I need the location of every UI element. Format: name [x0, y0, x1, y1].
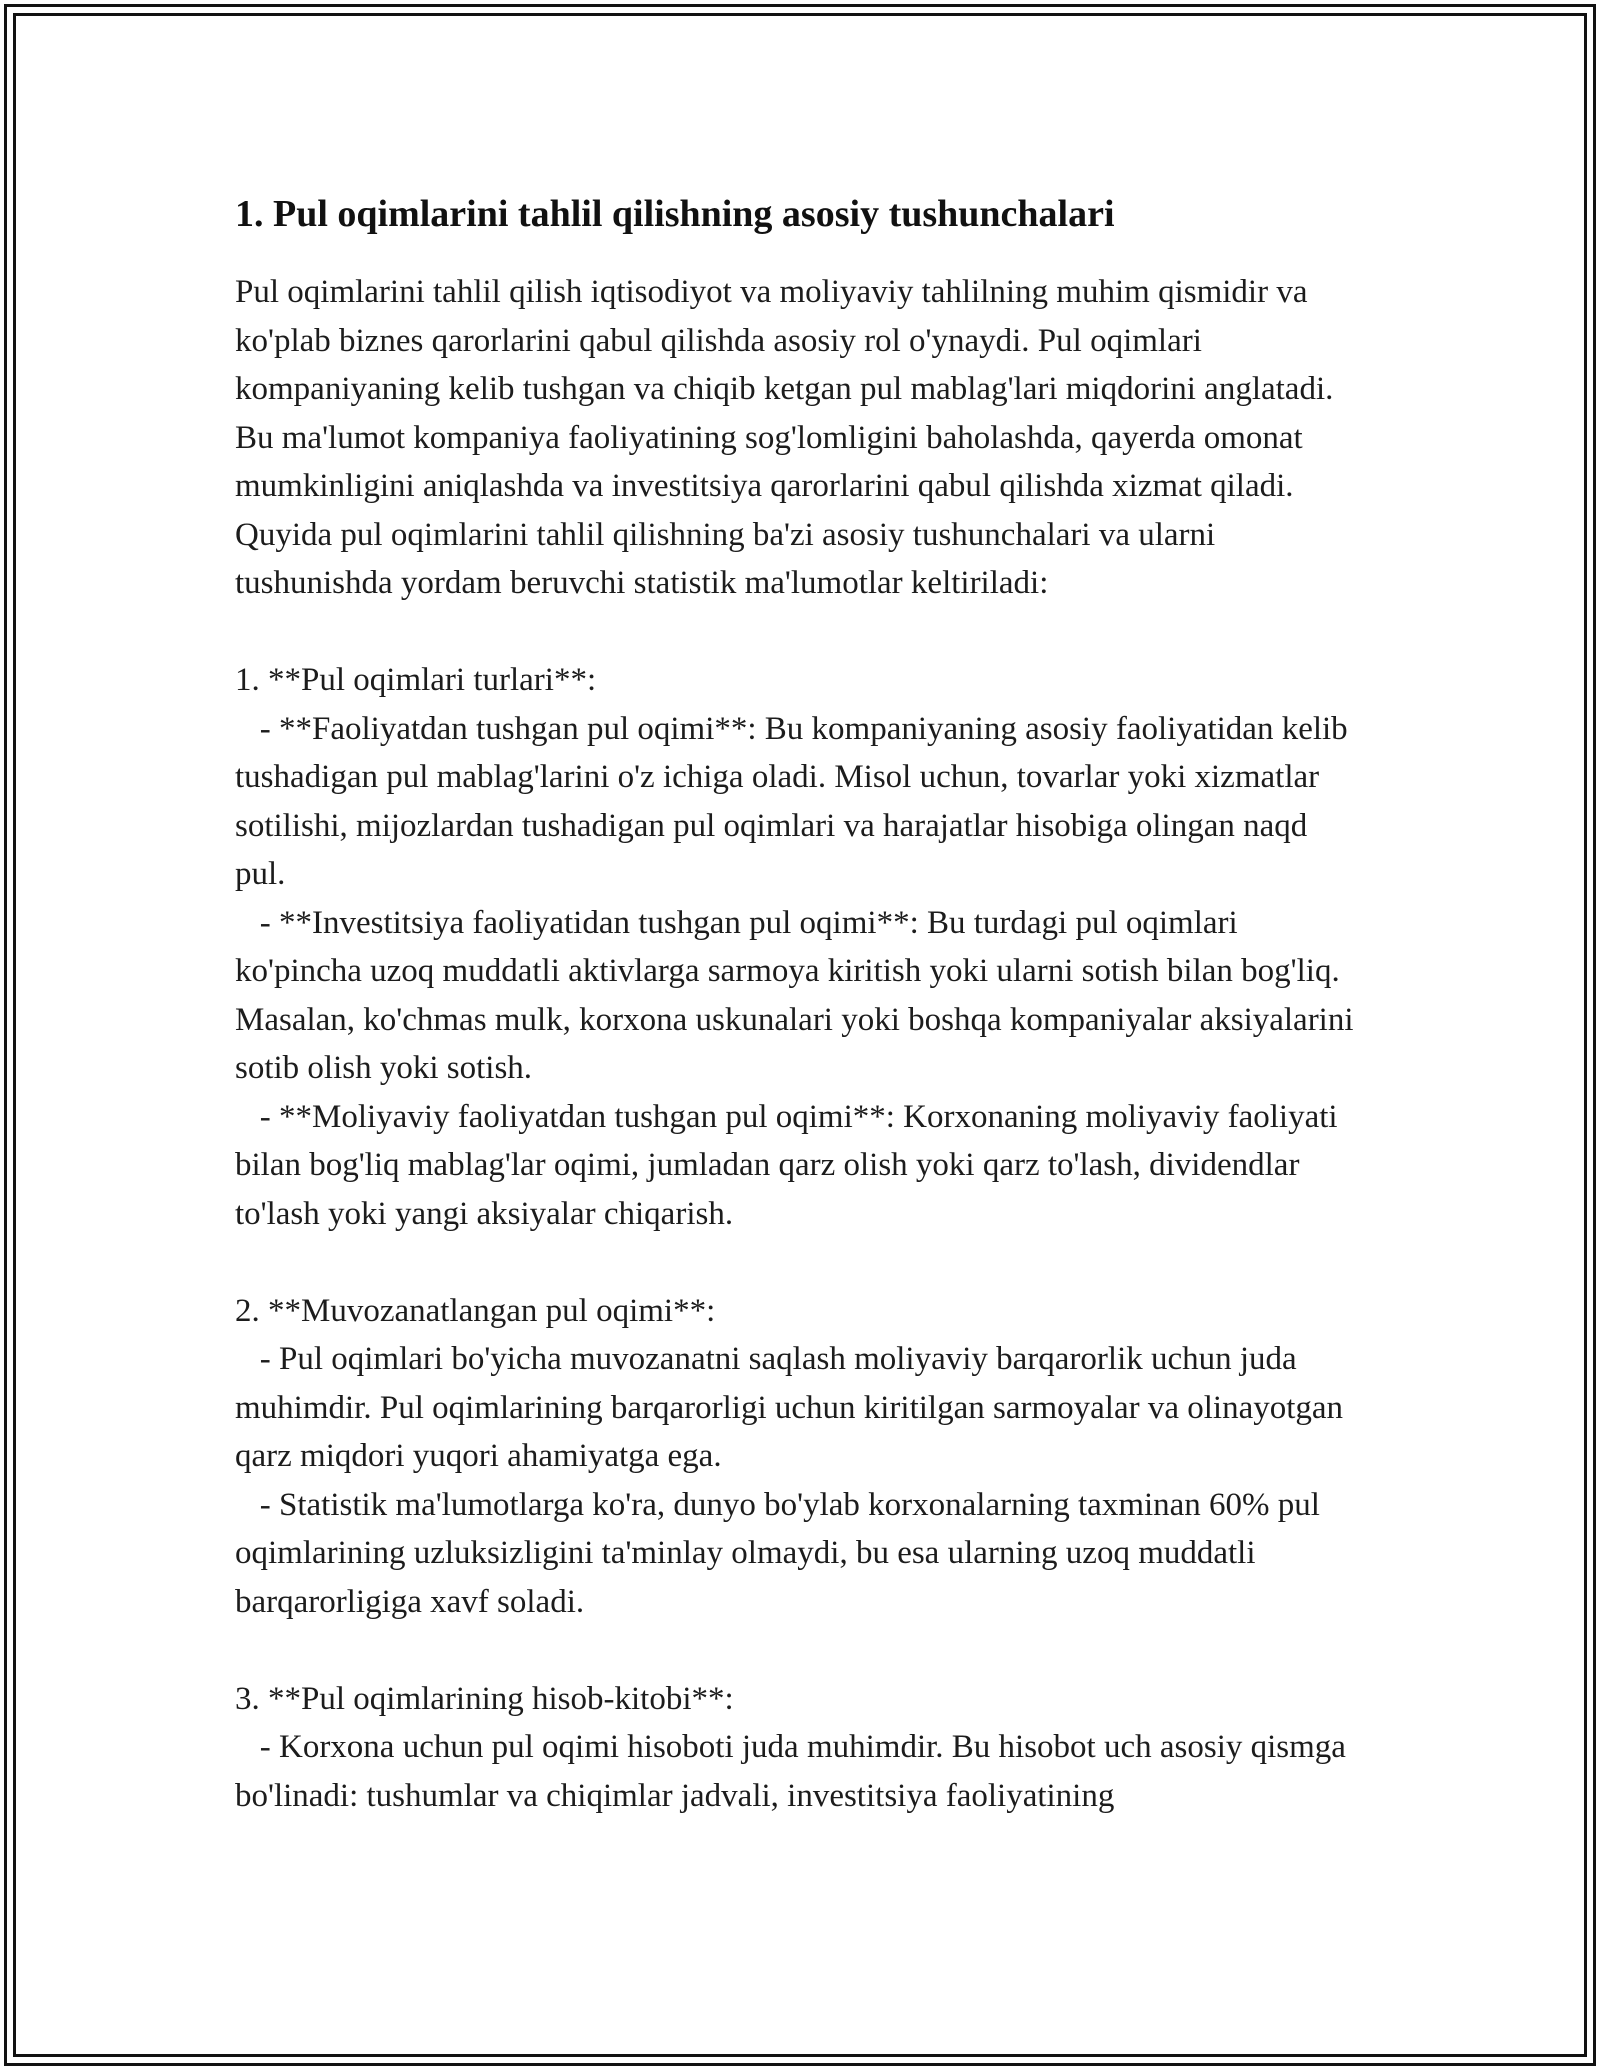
document-content	[235, 192, 1365, 1820]
body-text: Pul oqimlarini tahlil qilish iqtisodiyot va moliyaviy tahlilning muhim qismidir va ko'plab biznes qarorlarini qabul qilishda asosiy rol o'ynaydi. Pul oqimlari kompaniyaning kelib tushgan va chiqib ketgan pul mablag'lari miqdorini anglatadi. Bu ma'lumot kompaniya faoliyatining sog'lomligini baholashda, qayerda omonat mumkinligini aniqlashda va investitsiya qarorlarini qabul qilishda xizmat qiladi. Quyida pul oqimlarini tahlil qilishning ba'zi asosiy tushunchalari va ularni tushunishda yordam beruvchi statistik ma'lumotlar keltiriladi: 1. **Pul oqimlari turlari**: - **Faoliyatdan tushgan pul oqimi**: Bu kompaniyaning asosiy faoliyatidan kelib tushadigan pul mablag'larini o'z ichiga oladi. Misol uchun, tovarlar yoki xizmatlar sotilishi, mijozlardan tushadigan pul oqimlari va harajatlar hisobiga olingan naqd pul. - **Investitsiya faoliyatidan tushgan pul oqimi**: Bu turdagi pul oqimlari ko'pincha uzoq muddatli aktivlarga sarmoya kiritish yoki ularni sotish bilan bog'liq. Masalan, ko'chmas mulk, korxona uskunalari yoki boshqa kompaniyalar aksiyalarini sotib olish yoki sotish. - **Moliyaviy faoliyatdan tushgan pul oqimi**: Korxonaning moliyaviy faoliyati bilan bog'liq mablag'lar oqimi, jumladan qarz olish yoki qarz to'lash, dividendlar to'lash yoki yangi aksiyalar chiqarish. 2. **Muvozanatlangan pul oqimi**: - Pul oqimlari bo'yicha muvozanatni saqlash moliyaviy barqarorlik uchun juda muhimdir. Pul oqimlarining barqarorligi uchun kiritilgan sarmoyalar va olinayotgan qarz miqdori yuqori ahamiyatga ega. - Statistik ma'lumotlarga ko'ra, dunyo bo'ylab korxonalarning taxminan 60% pul oqimlarining uzluksizligini ta'minlay olmaydi, bu esa ularning uzoq muddatli barqarorligiga xavf soladi. 3. **Pul oqimlarining hisob-kitobi**: - Korxona uchun pul oqimi hisoboti juda muhimdir. Bu hisobot uch asosiy qismga bo'linadi: tushumlar va chiqimlar jadvali, investitsiya faoliyatining	[235, 274, 1354, 1814]
section-heading: 1. Pul oqimlarini tahlil qilishning asosiy tushunchalari	[235, 193, 1115, 235]
